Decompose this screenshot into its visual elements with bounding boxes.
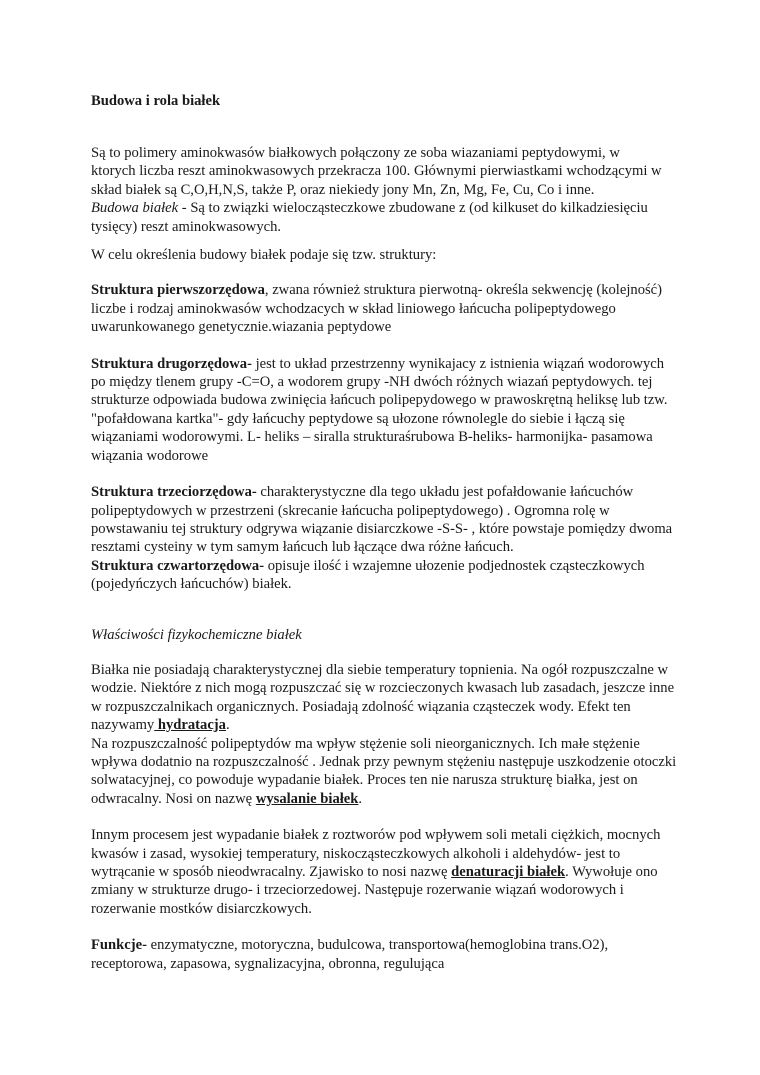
solubility-paragraph	[91, 661, 681, 735]
definition-term: Budowa białek	[91, 200, 179, 217]
primary-structure-paragraph	[91, 281, 681, 336]
structures-intro: W celu określenia budowy białek podaje się tzw. struktury:	[91, 247, 437, 264]
tertiary-structure-paragraph	[91, 483, 681, 557]
hydration-term: hydratacja	[154, 717, 226, 734]
salting-out-text: Na rozpuszczalność polipeptydów ma wpływ stężenie soli nieorganicznych. Ich małe stężenie wpływa dodatnio na rozpuszczalność . Jednak przy pewnym stężeniu następuje uszkodzenie otoczki solwatacyjnej, co powoduje wypadanie białek. Proces ten nie narusza strukturę białka, jest on odwracalny. Nosi on nazwę	[91, 735, 677, 807]
document-page	[91, 92, 681, 973]
intro-line-1: Są to polimery aminokwasów białkowych połączony ze soba wiazaniami peptydowymi, w	[91, 145, 620, 161]
quaternary-structure-term: Struktura czwartorzędowa-	[91, 557, 265, 574]
properties-heading-text: Właściwości fizykochemiczne białek	[91, 626, 302, 643]
salting-out-term: wysalanie białek	[255, 790, 359, 807]
secondary-structure-term: Struktura drugorzędowa-	[91, 355, 252, 372]
primary-structure-text: , zwana również struktura pierwotną- określa sekwencję (kolejność) liczbe i rodzaj aminokwasów wchodzacych w skład liniowego łańcucha polipeptydowego uwarunkowanego genetycznie.wiazania peptydowe	[91, 282, 663, 336]
tertiary-structure-text: charakterystyczne dla tego układu jest pofałdowanie łańcuchów polipeptydowych w przestrzeni (skrecanie łańcucha polipeptydowego) . Ogromna rolę w powstawaniu tej struktury odgrywa wiązanie disiarczkowe -S-S- , które powstaje pomiędzy dwoma resztami cysteiny w tym samym łańcuch lub łączące dwa różne łańcuch.	[91, 484, 673, 556]
intro-line-2: ktorych liczba reszt aminokwasowych przekracza 100. Głównymi pierwiastkami wchodzącymi w	[91, 163, 662, 180]
properties-heading	[91, 626, 681, 644]
functions-paragraph	[91, 936, 681, 973]
intro-line-3: skład białek są C,O,H,N,S, także P, oraz niekiedy jony Mn, Zn, Mg, Fe, Cu, Co i inne.	[91, 181, 595, 198]
denaturation-end: . Wywołuje ono zmiany w strukturze drugo- i trzeciorzedowej. Następuje rozerwanie wiązań wodorowych i rozerwanie mostków disiarczkowych.	[91, 864, 658, 917]
functions-text: enzymatyczne, motoryczna, budulcowa, transportowa(hemoglobina trans.O2), receptorowa, zapasowa, sygnalizacyjna, obronna, regulująca	[91, 937, 609, 972]
quaternary-structure-paragraph	[91, 557, 681, 594]
primary-structure-term: Struktura pierwszorzędowa	[91, 282, 265, 299]
secondary-structure-paragraph	[91, 355, 681, 465]
definition-text: - Są to związki wielocząsteczkowe zbudowane z (od kilkuset do kilkadziesięciu	[178, 200, 648, 217]
denaturation-term: denaturacji białek	[451, 864, 566, 880]
salting-out-paragraph	[91, 735, 681, 809]
secondary-structure-text: jest to układ przestrzenny wynikajacy z istnienia wiązań wodorowych po między tlenem grupy -C=O, a wodorem grupy -NH dwóch różnych wiazań peptydowych. tej strukturze odpowiada budowa zwinięcia łańcuch polipepydowego w prawoskrętną heliksę lub tzw. "pofałdowana kartka"- gdy łańcuchy peptydowe są ułozone równolegle do siebie i łączą się wiązaniami wodorowymi. L- heliks – siralla strukturaśrubowa B-heliks- harmonijka- pasamowa wiązania wodorowe	[91, 355, 668, 464]
denaturation-paragraph	[91, 826, 681, 918]
functions-term: Funkcje-	[91, 937, 147, 954]
intro-paragraph	[91, 144, 681, 236]
denaturation-text: Innym procesem jest wypadanie białek z roztworów pod wpływem soli metali ciężkich, mocnych kwasów i zasad, wysokiej temperatury, niskocząsteczkowych alkoholi i aldehydów- jest to wytrącanie w sposób nieodwracalny. Zjawisko to nosi nazwę	[91, 827, 661, 880]
solubility-text: Białka nie posiadają charakterystycznej dla siebie temperatury topnienia. Na ogół rozpuszczalne w wodzie. Niektóre z nich mogą rozpuszczać się w rozcieczonych kwasach lub zasadach, jeszcze inne w rozpuszczalnikach organicznych. Posiadają zdolność wiązania cząsteczek wody. Efekt ten nazywamy	[91, 661, 675, 734]
document-title: Budowa i rola białek	[91, 93, 221, 109]
intro-line-5: tysięcy) reszt aminokwasowych.	[91, 218, 282, 235]
solubility-end: .	[225, 717, 230, 734]
tertiary-structure-term: Struktura trzeciorzędowa-	[91, 484, 257, 501]
quaternary-structure-text: opisuje ilość i wzajemne ułozenie podjednostek cząsteczkowych (pojedyńczych łańcuchów) białek.	[91, 557, 645, 593]
salting-out-end: .	[358, 790, 363, 807]
